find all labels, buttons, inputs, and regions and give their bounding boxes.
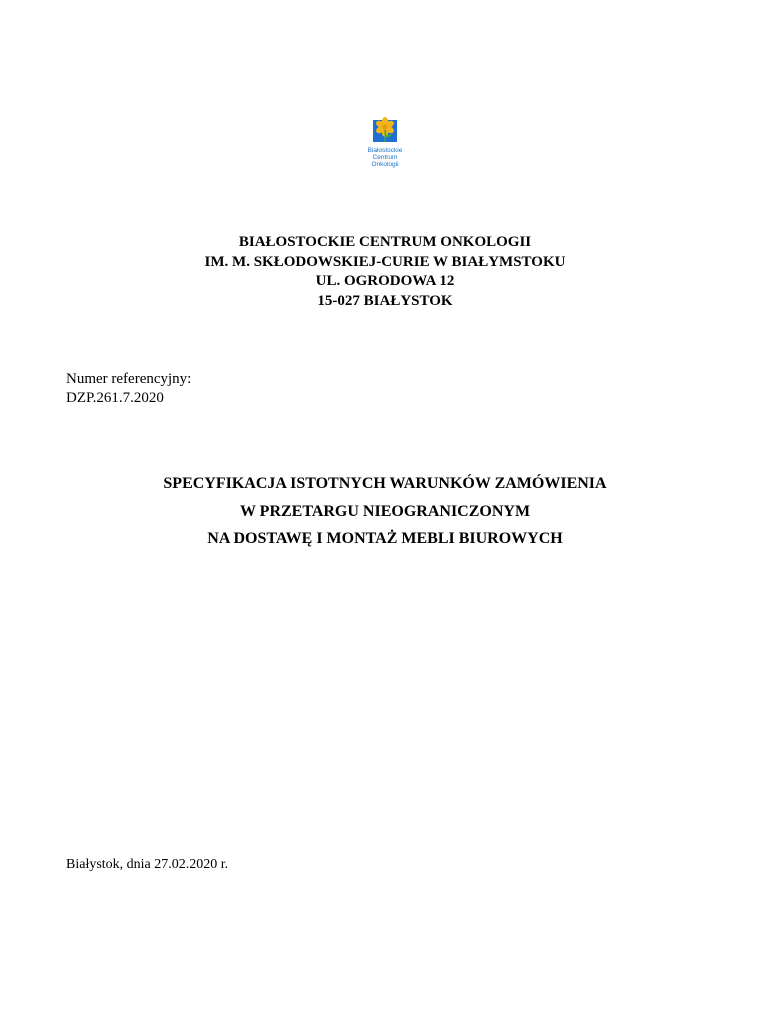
- logo-line: Onkologii: [371, 161, 399, 168]
- title-line1: SPECYFIKACJA ISTOTNYCH WARUNKÓW ZAMÓWIENIA: [163, 475, 607, 492]
- logo-flower-icon: [369, 115, 401, 147]
- place-and-date: Białystok, dnia 27.02.2020 r.: [66, 857, 229, 872]
- document-title: [0, 470, 770, 553]
- institution-name-line2: IM. M. SKŁODOWSKIEJ-CURIE W BIAŁYMSTOKU: [204, 253, 566, 270]
- logo-line: Centrum: [372, 154, 398, 161]
- logo-line: Białostockie: [367, 147, 403, 154]
- reference-block: [66, 370, 191, 408]
- institution-street: UL. OGRODOWA 12: [315, 273, 455, 289]
- reference-label: Numer referencyjny:: [66, 371, 192, 387]
- institution-city: 15-027 BIAŁYSTOK: [317, 292, 453, 309]
- reference-number: DZP.261.7.2020: [66, 390, 164, 406]
- institution-name-line1: BIAŁOSTOCKIE CENTRUM ONKOLOGII: [238, 234, 532, 250]
- title-line2: W PRZETARGU NIEOGRANICZONYM: [239, 502, 531, 520]
- title-line3: NA DOSTAWĘ I MONTAŻ MEBLI BIUROWYCH: [207, 530, 563, 547]
- institution-address: [0, 233, 770, 311]
- institution-logo: [362, 115, 408, 173]
- logo-text: [362, 147, 408, 168]
